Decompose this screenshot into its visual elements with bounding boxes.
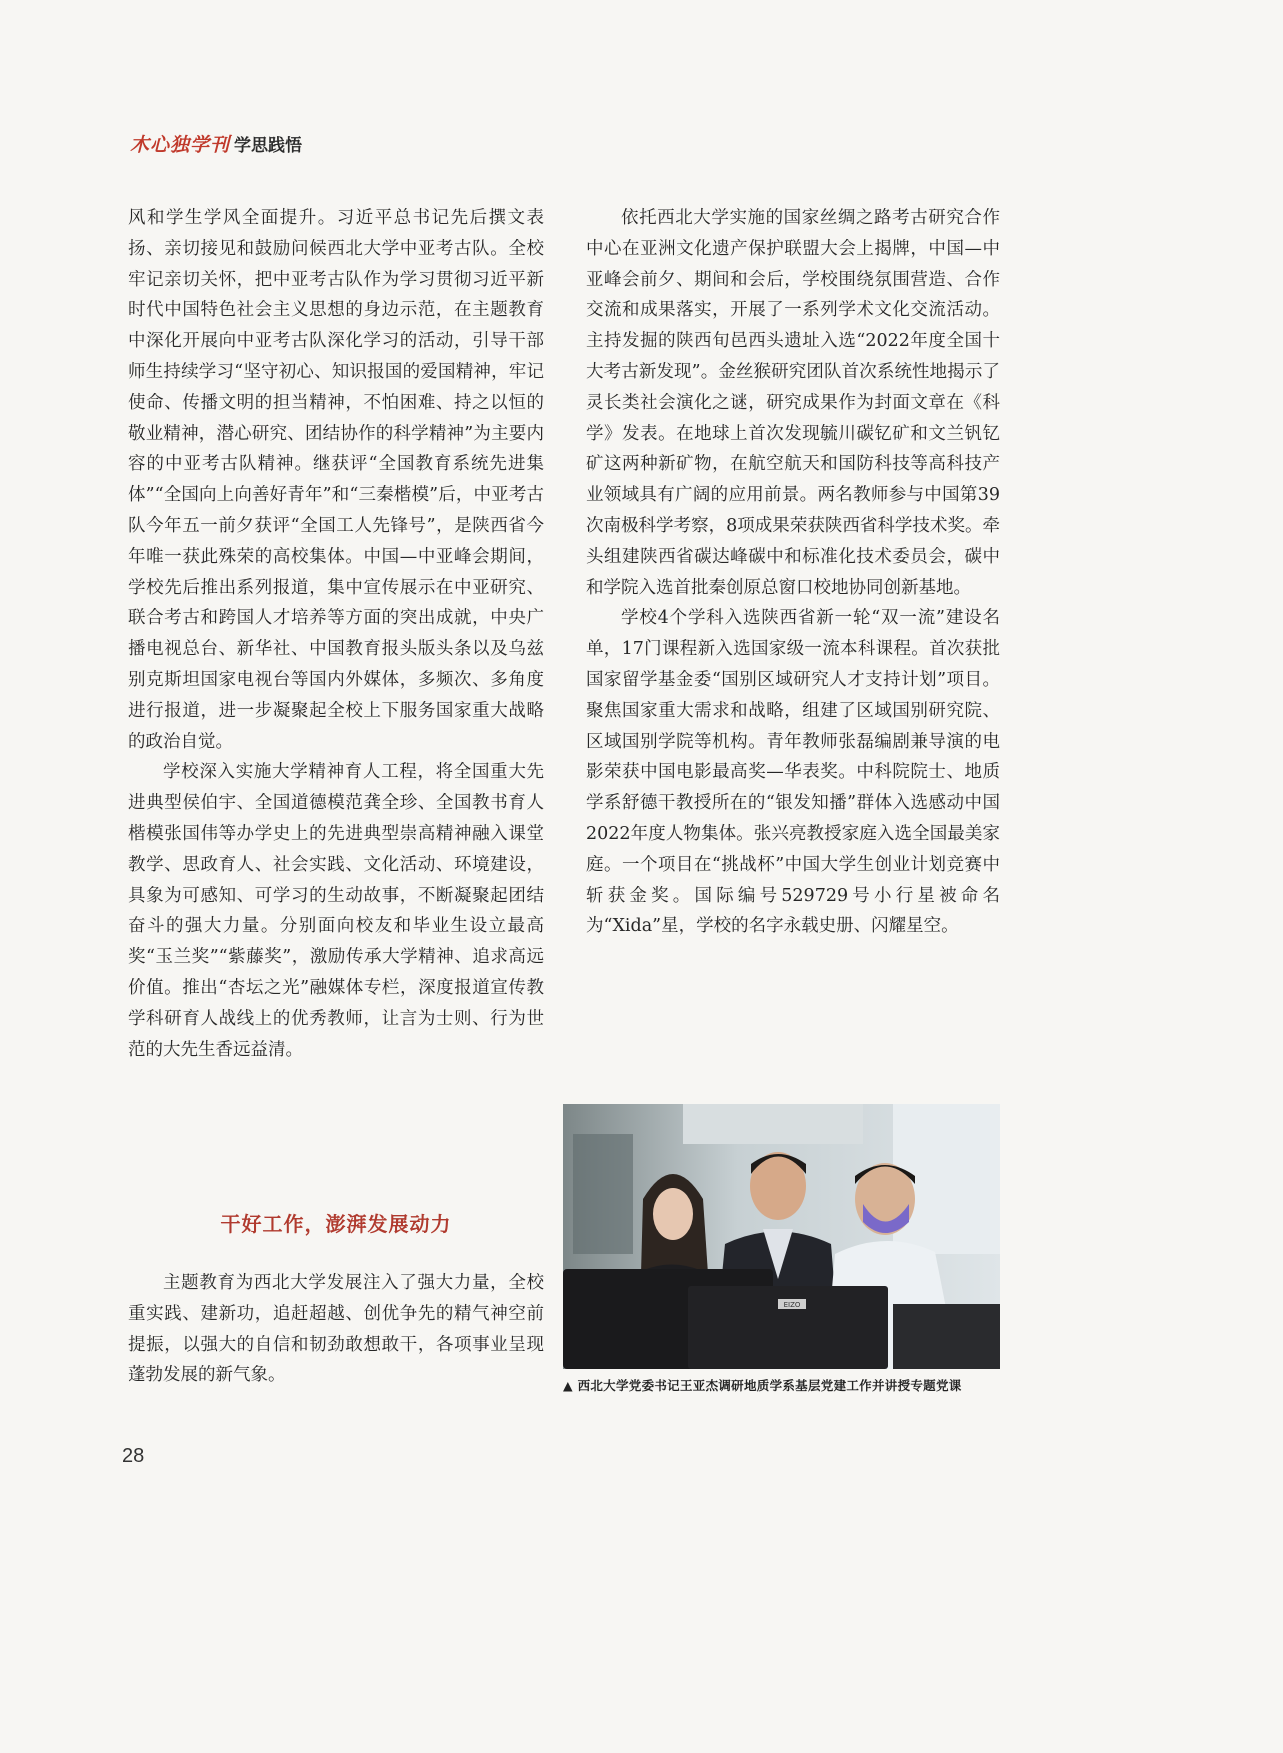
right-paragraph-1: 依托西北大学实施的国家丝绸之路考古研究合作中心在亚洲文化遗产保护联盟大会上揭牌，中国—中亚峰会前夕、期间和会后，学校围绕氛围营造、合作交流和成果落实，开展了一系列学术文化交流活动。主持发掘的陕西旬邑西头遗址入选“2022年度全国十大考古新发现”。金丝猴研究团队首次系统性地揭示了灵长类社会演化之谜，研究成果作为封面文章在《科学》发表。在地球上首次发现毓川碳钇矿和文兰钒钇矿这两种新矿物，在航空航天和国防科技等高科技产业领域具有广阔的应用前景。两名教师参与中国第39次南极科学考察，8项成果荣获陕西省科学技术奖。牵头组建陕西省碳达峰碳中和标准化技术委员会，碳中和学院入选首批秦创原总窗口校地协同创新基地。 — [586, 208, 1000, 598]
monitor-logo: EIZO — [783, 1301, 801, 1309]
news-photo — [563, 1104, 1000, 1369]
left-paragraph-3: 主题教育为西北大学发展注入了强大力量，全校重实践、建新功，追赶超越、创优争先的精气神空前提振，以强大的自信和韧劲敢想敢干，各项事业呈现蓬勃发展的新气象。 — [128, 1273, 544, 1386]
left-paragraph-1: 风和学生学风全面提升。习近平总书记先后撰文表扬、亲切接见和鼓励问候西北大学中亚考古队。全校牢记亲切关怀，把中亚考古队作为学习贯彻习近平新时代中国特色社会主义思想的身边示范，在主题教育中深化开展向中亚考古队深化学习的活动，引导干部师生持续学习“坚守初心、知识报国的爱国精神，牢记使命、传播文明的担当精神，不怕困难、持之以恒的敬业精神，潜心研究、团结协作的科学精神”为主要内容的中亚考古队精神。继获评“全国教育系统先进集体”“全国向上向善好青年”和“三秦楷模”后，中亚考古队今年五一前夕获评“全国工人先锋号”，是陕西省今年唯一获此殊荣的高校集体。中国—中亚峰会期间，学校先后推出系列报道，集中宣传展示在中亚研究、联合考古和跨国人才培养等方面的突出成就，中央广播电视总台、新华社、中国教育报头版头条以及乌兹别克斯坦国家电视台等国内外媒体，多频次、多角度进行报道，进一步凝聚起全校上下服务国家重大战略的政治自觉。 — [128, 208, 544, 752]
left-column — [128, 203, 544, 1065]
left-paragraph-2: 学校深入实施大学精神育人工程，将全国重大先进典型侯伯宇、全国道德模范龚全珍、全国教书育人楷模张国伟等办学史上的先进典型崇高精神融入课堂教学、思政育人、社会实践、文化活动、环境建设，具象为可感知、可学习的生动故事，不断凝聚起团结奋斗的强大力量。分别面向校友和毕业生设立最高奖“玉兰奖”“紫藤奖”，激励传承大学精神、追求高远价值。推出“杏坛之光”融媒体专栏，深度报道宣传教学科研育人战线上的优秀教师，让言为士则、行为世范的大先生香远益清。 — [128, 762, 544, 1060]
page-number: 28 — [122, 1445, 145, 1467]
section-subheading: 干好工作，澎湃发展动力 — [220, 1212, 452, 1236]
right-paragraph-2: 学校4个学科入选陕西省新一轮“双一流”建设名单，17门课程新入选国家级一流本科课程。首次获批国家留学基金委“国别区域研究人才支持计划”项目。聚焦国家重大需求和战略，组建了区域国别研究院、区域国别学院等机构。青年教师张磊编剧兼导演的电影荣获中国电影最高奖—华表奖。中科院院士、地质学系舒德干教授所在的“银发知播”群体入选感动中国2022年度人物集体。张兴亮教授家庭入选全国最美家庭。一个项目在“挑战杯”中国大学生创业计划竞赛中斩获金奖。国际编号529729号小行星被命名为“Xida”星，学校的名字永载史册、闪耀星空。 — [586, 608, 1000, 937]
section-name: 学思践悟 — [234, 136, 303, 156]
photo-caption: ▲ 西北大学党委书记王亚杰调研地质学系基层党建工作并讲授专题党课 — [563, 1378, 962, 1393]
magazine-brand: 木心独学刊 — [130, 134, 231, 156]
left-column-bottom — [128, 1268, 544, 1391]
right-column — [586, 203, 1000, 942]
page-header — [130, 130, 302, 157]
